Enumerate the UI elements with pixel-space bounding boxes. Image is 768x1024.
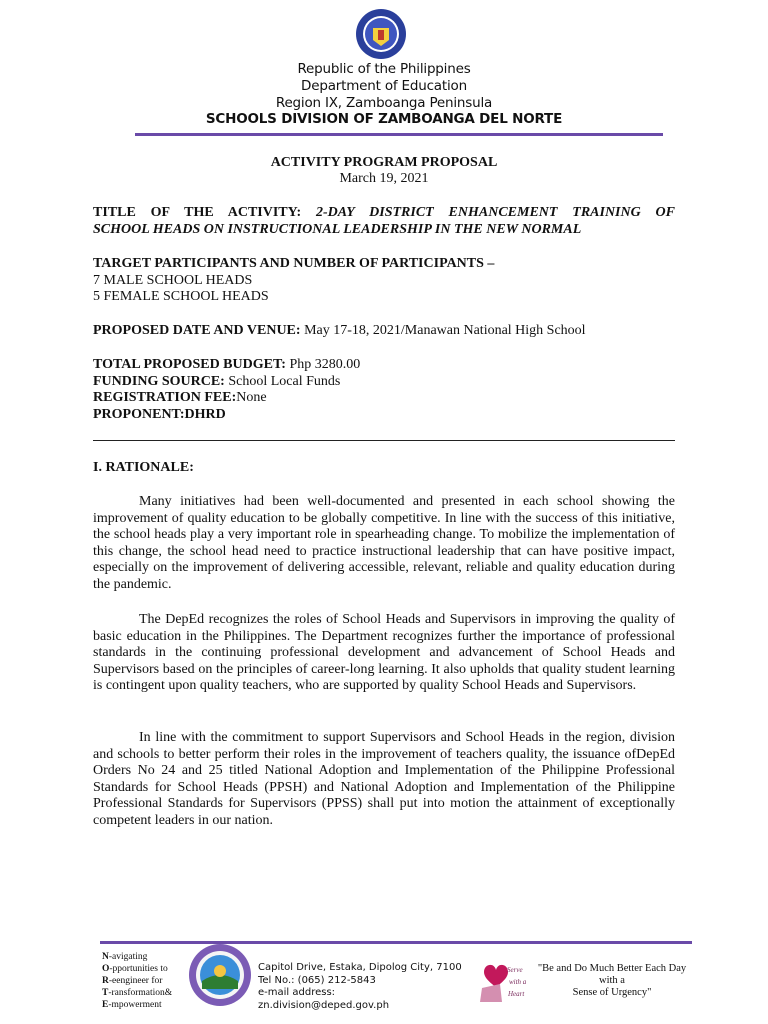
rationale-paragraph-3: In line with the commitment to support Supervisors and School Heads in the region, division and schools to better perform their roles in the improvement of teachers quality, the issuance ofDepEd Orders No 24 and 25 titled National Adoption and Implementation of the Philippine Professional Standards for School Heads (PPSH) and National Adoption and Implementation of the Philippine Professional Standards for Supervisors (PPSS) shall put into motion the attainment of exceptionally competent leaders in our nation. [93, 730, 675, 828]
section-divider [93, 440, 675, 441]
heart-hand-icon [474, 958, 534, 1004]
budget-value: Php 3280.00 [289, 357, 361, 372]
contact-block [258, 962, 468, 1012]
navigator-line-e: E-mpowerment [102, 1000, 162, 1010]
activity-title-label: TITLE OF THE ACTIVITY: [93, 205, 302, 220]
navigator-acronym [102, 951, 192, 1011]
header-republic: Republic of the Philippines [297, 61, 471, 77]
proposal-date: March 19, 2021 [339, 171, 429, 186]
contact-address: Capitol Drive, Estaka, Dipolog City, 7100 [258, 962, 462, 973]
header-division: SCHOOLS DIVISION OF ZAMBOANGA DEL NORTE [205, 111, 563, 127]
activity-title-line2: SCHOOL HEADS ON INSTRUCTIONAL LEADERSHIP IN THE NEW NORMAL [93, 221, 582, 237]
navigator-line-n: N-avigating [102, 952, 148, 962]
contact-email: e-mail address: zn.division@deped.gov.ph [258, 987, 390, 1011]
activity-title-line1: 2-DAY DISTRICT ENHANCEMENT TRAINING OF [315, 205, 675, 220]
funding-label: FUNDING SOURCE: [93, 373, 225, 389]
motto-line-1: "Be and Do Much Better Each Day [537, 963, 687, 974]
deped-seal-logo [355, 8, 407, 60]
date-venue-value: May 17-18, 2021/Manawan National High School [304, 323, 586, 338]
navigator-line-o: O-pportunities to [102, 964, 168, 974]
svg-text:with a: with a [509, 978, 527, 986]
motto-quote [536, 963, 688, 999]
motto-line-2: with a [599, 975, 625, 986]
navigator-line-r: R-eengineer for [102, 976, 163, 986]
participants-label: TARGET PARTICIPANTS AND NUMBER OF PARTICIPANTS – [93, 256, 495, 271]
proponent-value: DHRD [184, 406, 226, 422]
svg-text:Heart: Heart [508, 990, 525, 998]
budget-label: TOTAL PROPOSED BUDGET: [93, 357, 286, 372]
reg-fee-value: None [236, 390, 267, 405]
participants-male: 7 MALE SCHOOL HEADS [93, 272, 253, 288]
date-venue [93, 323, 675, 340]
header-divider [135, 133, 663, 136]
motto-line-3: Sense of Urgency" [572, 987, 652, 998]
activity-title [93, 205, 675, 238]
reg-fee-label: REGISTRATION FEE: [93, 390, 237, 405]
participants-block [93, 256, 675, 306]
header-department: Department of Education [301, 78, 467, 94]
budget-block [93, 357, 675, 423]
participants-female: 5 FEMALE SCHOOL HEADS [93, 289, 269, 304]
date-venue-label: PROPOSED DATE AND VENUE: [93, 323, 301, 338]
rationale-heading: I. RATIONALE: [93, 460, 194, 475]
proponent-label: PROPONENT: [93, 406, 185, 422]
funding-value: School Local Funds [228, 373, 341, 389]
rationale-paragraph-1: Many initiatives had been well-documented and presented in each school showing the improvement of quality education to be globally competitive. In line with the success of this initiative, the school heads play a very important role in spearheading change. To mobilize the implementation of this change, the school head need to practice instructional leadership that can have positive impact, especially on the improvement of delivering accessible, relevant, reliable and quality education during the pandemic. [93, 494, 675, 592]
contact-tel: Tel No.: (065) 212-5843 [258, 974, 376, 986]
header-region: Region IX, Zamboanga Peninsula [275, 95, 493, 111]
division-seal-logo [188, 943, 252, 1007]
svg-text:Serve: Serve [507, 966, 523, 974]
rationale-paragraph-2: The DepEd recognizes the roles of School Heads and Supervisors in improving the quality of basic education in the Philippines. The Department recognizes further the importance of professional standards in the continuing professional development and advancement of School Heads and Supervisors based on the principles of career-long learning. It also upholds that quality student learning is contingent upon quality teachers, who are supported by quality School Heads and Supervisors. [93, 612, 675, 693]
navigator-line-t: T-ransformation& [102, 988, 173, 998]
proposal-heading: ACTIVITY PROGRAM PROPOSAL [270, 155, 498, 170]
